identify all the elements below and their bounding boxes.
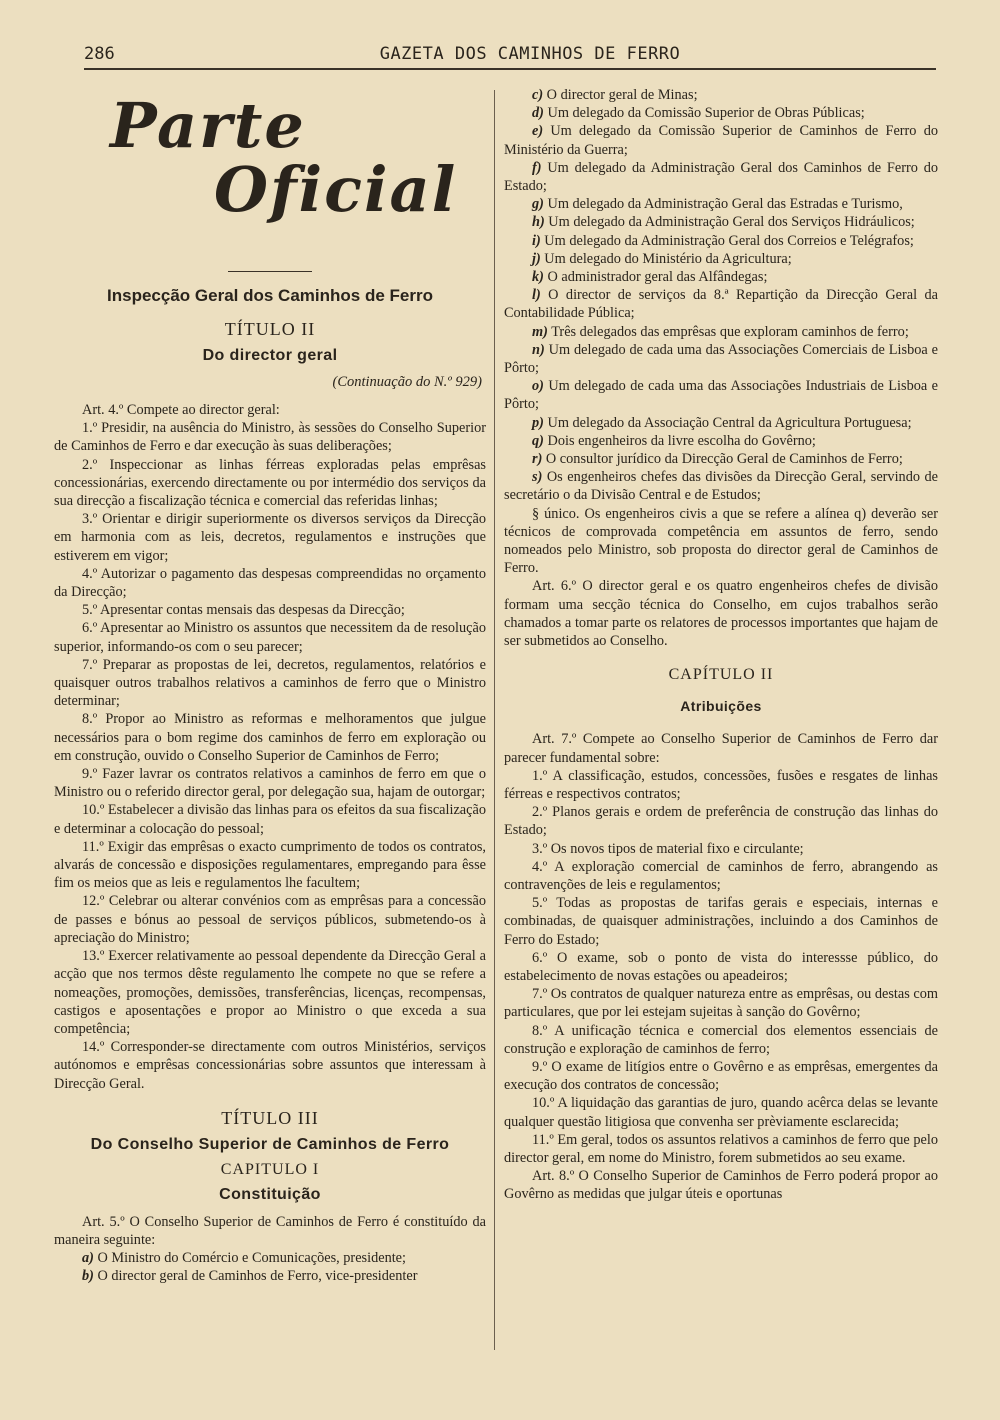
- titulo-3-heading: TÍTULO III: [221, 1107, 319, 1128]
- item-letter: s): [532, 469, 543, 486]
- paragraph: 12.º Celebrar ou alterar convénios com as emprêsas para a concessão de passes e bónus ao pessoal de serviços públicos, submetendo-os à apreciação do Ministro;: [54, 893, 486, 946]
- list-item: [504, 414, 938, 432]
- item-letter: p): [532, 414, 544, 431]
- list-item: [54, 1267, 486, 1285]
- paragraph: 4.º Autorizar o pagamento das despesas compreendidas no orçamento da Direcção;: [54, 565, 486, 601]
- paragraph: 2.º Planos gerais e ordem de preferência de construção das linhas do Estado;: [504, 804, 938, 839]
- item-text: Um delegado da Comissão Superior de Obras Públicas;: [543, 105, 865, 122]
- item-text: Um delegado da Comissão Superior de Caminhos de Ferro do Ministério da Guerra;: [504, 123, 938, 158]
- item-letter: l): [532, 287, 541, 304]
- paragraph: 8.º A unificação técnica e comercial dos elementos essenciais de construção e exploração de caminhos de ferro;: [504, 1022, 938, 1057]
- right-column: [504, 86, 938, 1204]
- page-header: [84, 44, 936, 68]
- section-banner: [54, 85, 486, 265]
- section-title: Inspecção Geral dos Caminhos de Ferro: [107, 286, 433, 305]
- list-item: [504, 268, 938, 286]
- item-text: O administrador geral das Alfândegas;: [543, 269, 768, 286]
- item-letter: c): [532, 87, 544, 103]
- list-item: [504, 250, 938, 268]
- item-letter: b): [82, 1268, 94, 1285]
- article-5: Art. 5.º O Conselho Superior de Caminhos de Ferro é constituído da maneira seguinte:: [54, 1213, 486, 1248]
- item-text: Um delegado da Administração Geral dos Correios e Telégrafos;: [540, 232, 914, 249]
- paragraph: 1.º A classificação, estudos, concessões, fusões e resgates de linhas férreas e respectivos contratos;: [504, 767, 938, 802]
- list-item: [504, 159, 938, 195]
- paragraph: 9.º Fazer lavrar os contratos relativos a caminhos de ferro em que o Ministro ou o referido director geral, por delegação sua, hajam de outorgar;: [54, 766, 486, 801]
- item-text: O consultor jurídico da Direcção Geral de Caminhos de Ferro;: [542, 451, 903, 468]
- list-item: [504, 195, 938, 213]
- paragraph: 4.º A exploração comercial de caminhos de ferro, abrangendo as contravenções de leis e regulamentos;: [504, 858, 938, 893]
- item-letter: f): [532, 159, 542, 176]
- item-letter: q): [532, 432, 544, 449]
- capitulo-2-heading: CAPÍTULO II: [668, 666, 774, 684]
- left-column: [54, 85, 486, 1286]
- paragraph: 8.º Propor ao Ministro as reformas e melhoramentos que julgue necessários para o bom regime dos caminhos de ferro em exploração ou em construção, ouvido o Conselho Superior de Caminhos de Ferro;: [54, 711, 486, 764]
- paragraph: 14.º Corresponder-se directamente com outros Ministérios, serviços autónomos e emprêsas concessionárias sobre assuntos que interessam à Direcção Geral.: [54, 1039, 486, 1092]
- titulo-3-subheading: Do Conselho Superior de Caminhos de Ferro: [90, 1135, 450, 1153]
- paragraph: 3.º Os novos tipos de material fixo e circulante;: [532, 840, 804, 857]
- list-item: [504, 468, 938, 504]
- item-text: O director geral de Caminhos de Ferro, vice-presidenter: [93, 1268, 418, 1285]
- page-number: 286: [84, 44, 115, 64]
- paragraph: 5.º Todas as propostas de tarifas gerais e especiais, internas e combinadas, de quaisquer administrações, incluindo a dos Caminhos de Ferro do Estado;: [504, 895, 938, 948]
- item-text: O director de serviços da 8.ª Repartição da Direcção Geral da Contabilidade Pública;: [504, 287, 938, 322]
- paragraph: Art. 7.º Compete ao Conselho Superior de Caminhos de Ferro dar parecer fundamental sobre:: [504, 731, 938, 766]
- list-item: [504, 232, 938, 250]
- list-item: [504, 286, 938, 322]
- capitulo-1-heading: CAPITULO I: [220, 1160, 320, 1178]
- paragraph: 5.º Apresentar contas mensais das despesas da Direcção;: [82, 602, 405, 619]
- item-letter: d): [532, 105, 544, 122]
- item-text: Um delegado do Ministério da Agricultura;: [540, 250, 792, 267]
- item-letter: r): [532, 451, 543, 468]
- left-paragraphs: [54, 401, 486, 1093]
- paragraph: 6.º O exame, sob o ponto de vista do interessse público, do estabelecimento de novas estações ou apeadeiros;: [504, 949, 938, 984]
- item-text: Um delegado da Associação Central da Agricultura Portuguesa;: [543, 414, 912, 431]
- list-item: [504, 104, 938, 122]
- list-item: [504, 341, 938, 377]
- item-letter: m): [532, 323, 548, 340]
- item-letter: j): [532, 250, 541, 267]
- item-text: Os engenheiros chefes das divisões da Direcção Geral, servindo de secretário o da Divisão Central e de Estudos;: [504, 469, 938, 504]
- list-item: [504, 122, 938, 158]
- paragraph: 10.º Estabelecer a divisão das linhas para os efeitos da sua fiscalização e determinar a colocação do pessoal;: [54, 802, 486, 837]
- list-item: [504, 432, 938, 450]
- titulo-2-subheading: Do director geral: [202, 347, 338, 364]
- item-letter: o): [532, 378, 544, 395]
- article-6: Art. 6.º O director geral e os quatro engenheiros chefes de divisão formam uma secção técnica do Conselho, em cujos trabalhos serão chamados a tomar parte os relatores de processos importantes que hajam de ser submetidos ao Conselho.: [504, 578, 938, 650]
- paragraph: 6.º Apresentar ao Ministro os assuntos que necessitem da de resolução superior, informando-os com o seu parecer;: [54, 620, 486, 655]
- paragraph: 11.º Em geral, todos os assuntos relativos a caminhos de ferro que pelo director geral, em nome do Ministro, forem submetidos ao seu exame.: [504, 1131, 938, 1166]
- item-text: Três delegados das emprêsas que exploram caminhos de ferro;: [547, 323, 909, 340]
- continuation-note: (Continuação do N.º 929): [332, 374, 482, 390]
- paragraph: 13.º Exercer relativamente ao pessoal dependente da Direcção Geral a acção que nos termos dêste regulamento lhe compete no que se refere a nomeações, promoções, demissões, transferências, licenças, recompensas, castigos e aposentações e propor ao Ministro o que exceda a sua competência;: [54, 948, 486, 1037]
- item-letter: n): [532, 341, 545, 358]
- banner-word-parte: Parte: [110, 89, 306, 162]
- item-letter: h): [532, 214, 545, 231]
- item-letter: a): [82, 1250, 94, 1267]
- paragraph: 2.º Inspeccionar as linhas férreas exploradas pelas emprêsas concessionárias, exercendo directamente ou por intermédio dos serviços da sua direcção a fiscalização técnica e comercial das referidas linhas;: [54, 456, 486, 510]
- item-text: Um delegado de cada uma das Associações Comerciais de Lisboa e Pôrto;: [504, 341, 938, 377]
- item-text: Dois engenheiros da livre escolha do Govêrno;: [543, 432, 816, 449]
- paragraph: 1.º Presidir, na ausência do Ministro, às sessões do Conselho Superior de Caminhos de Ferro e dar execução às suas deliberações;: [54, 420, 486, 455]
- capitulo-1-subheading: Constituição: [219, 1185, 321, 1203]
- paragraph: 9.º O exame de litígios entre o Govêrno e as emprêsas, emergentes da execução dos contratos de concessão;: [504, 1058, 938, 1094]
- banner-rule: [228, 271, 312, 272]
- titulo-2-heading: TÍTULO II: [224, 319, 316, 339]
- item-text: Um delegado da Administração Geral dos Caminhos de Ferro do Estado;: [504, 159, 938, 195]
- paragraph: Art. 4.º Compete ao director geral:: [82, 402, 280, 418]
- paragraph: 7.º Os contratos de qualquer natureza entre as emprêsas, ou destas com particulares, que por lei estejam sujeitas à sanção do Govêrno;: [504, 986, 938, 1021]
- capitulo-2-subheading: Atribuições: [680, 698, 762, 715]
- item-text: Um delegado da Administração Geral das Estradas e Turismo,: [543, 196, 903, 213]
- item-letter: k): [532, 269, 544, 286]
- item-text: Um delegado de cada uma das Associações Industriais de Lisboa e Pôrto;: [504, 378, 938, 413]
- list-item: [504, 450, 938, 468]
- list-item: [54, 1249, 486, 1267]
- banner-word-oficial: Oficial: [214, 153, 458, 226]
- paragraph: 3.º Orientar e dirigir superiormente os diversos serviços da Direcção em harmonia com as leis, decretos, regulamentos e instruções que estiverem em vigor;: [54, 511, 486, 564]
- list-item: [504, 213, 938, 231]
- paragraph: 10.º A liquidação das garantias de juro, quando acêrca delas se levante qualquer questão litigiosa que convenha ser prèviamente esclarecida;: [504, 1095, 938, 1130]
- list-item: [504, 323, 938, 341]
- paragraph-unico: § único. Os engenheiros civis a que se refere a alínea q) deverão ser técnicos de comprovada competência em assuntos de ferro, sendo nomeados pelo Ministro, sob proposta do director geral de Caminhos de Ferro.: [504, 505, 938, 577]
- publication-title: GAZETA DOS CAMINHOS DE FERRO: [379, 44, 681, 64]
- item-text: O director geral de Minas;: [543, 87, 698, 103]
- item-text: O Ministro do Comércio e Comunicações, presidente;: [93, 1250, 407, 1267]
- paragraph: 11.º Exigir das emprêsas o exacto cumprimento de todos os contratos, alvarás de concessão e disposições regulamentares, empregando para êsse fim os meios que as leis e regulamentos lhe facultem;: [54, 838, 486, 892]
- column-divider: [494, 90, 495, 1350]
- article-5-items: [54, 1249, 486, 1285]
- header-rule: [84, 68, 936, 70]
- item-letter: e): [532, 123, 544, 140]
- item-text: Um delegado da Administração Geral dos Serviços Hidráulicos;: [544, 214, 915, 231]
- paragraph: Art. 8.º O Conselho Superior de Caminhos de Ferro poderá propor ao Govêrno as medidas que julgar úteis e oportunas: [504, 1168, 938, 1203]
- list-item: [504, 377, 938, 413]
- list-item: [504, 86, 938, 104]
- right-paragraphs: [504, 730, 938, 1203]
- paragraph: 7.º Preparar as propostas de lei, decretos, regulamentos, relatórios e quaisquer outros trabalhos relativos a caminhos de ferro que o Ministro determinar;: [54, 656, 486, 710]
- item-letter: g): [532, 196, 544, 213]
- item-letter: i): [532, 232, 541, 249]
- article-5-items-continued: [504, 86, 938, 505]
